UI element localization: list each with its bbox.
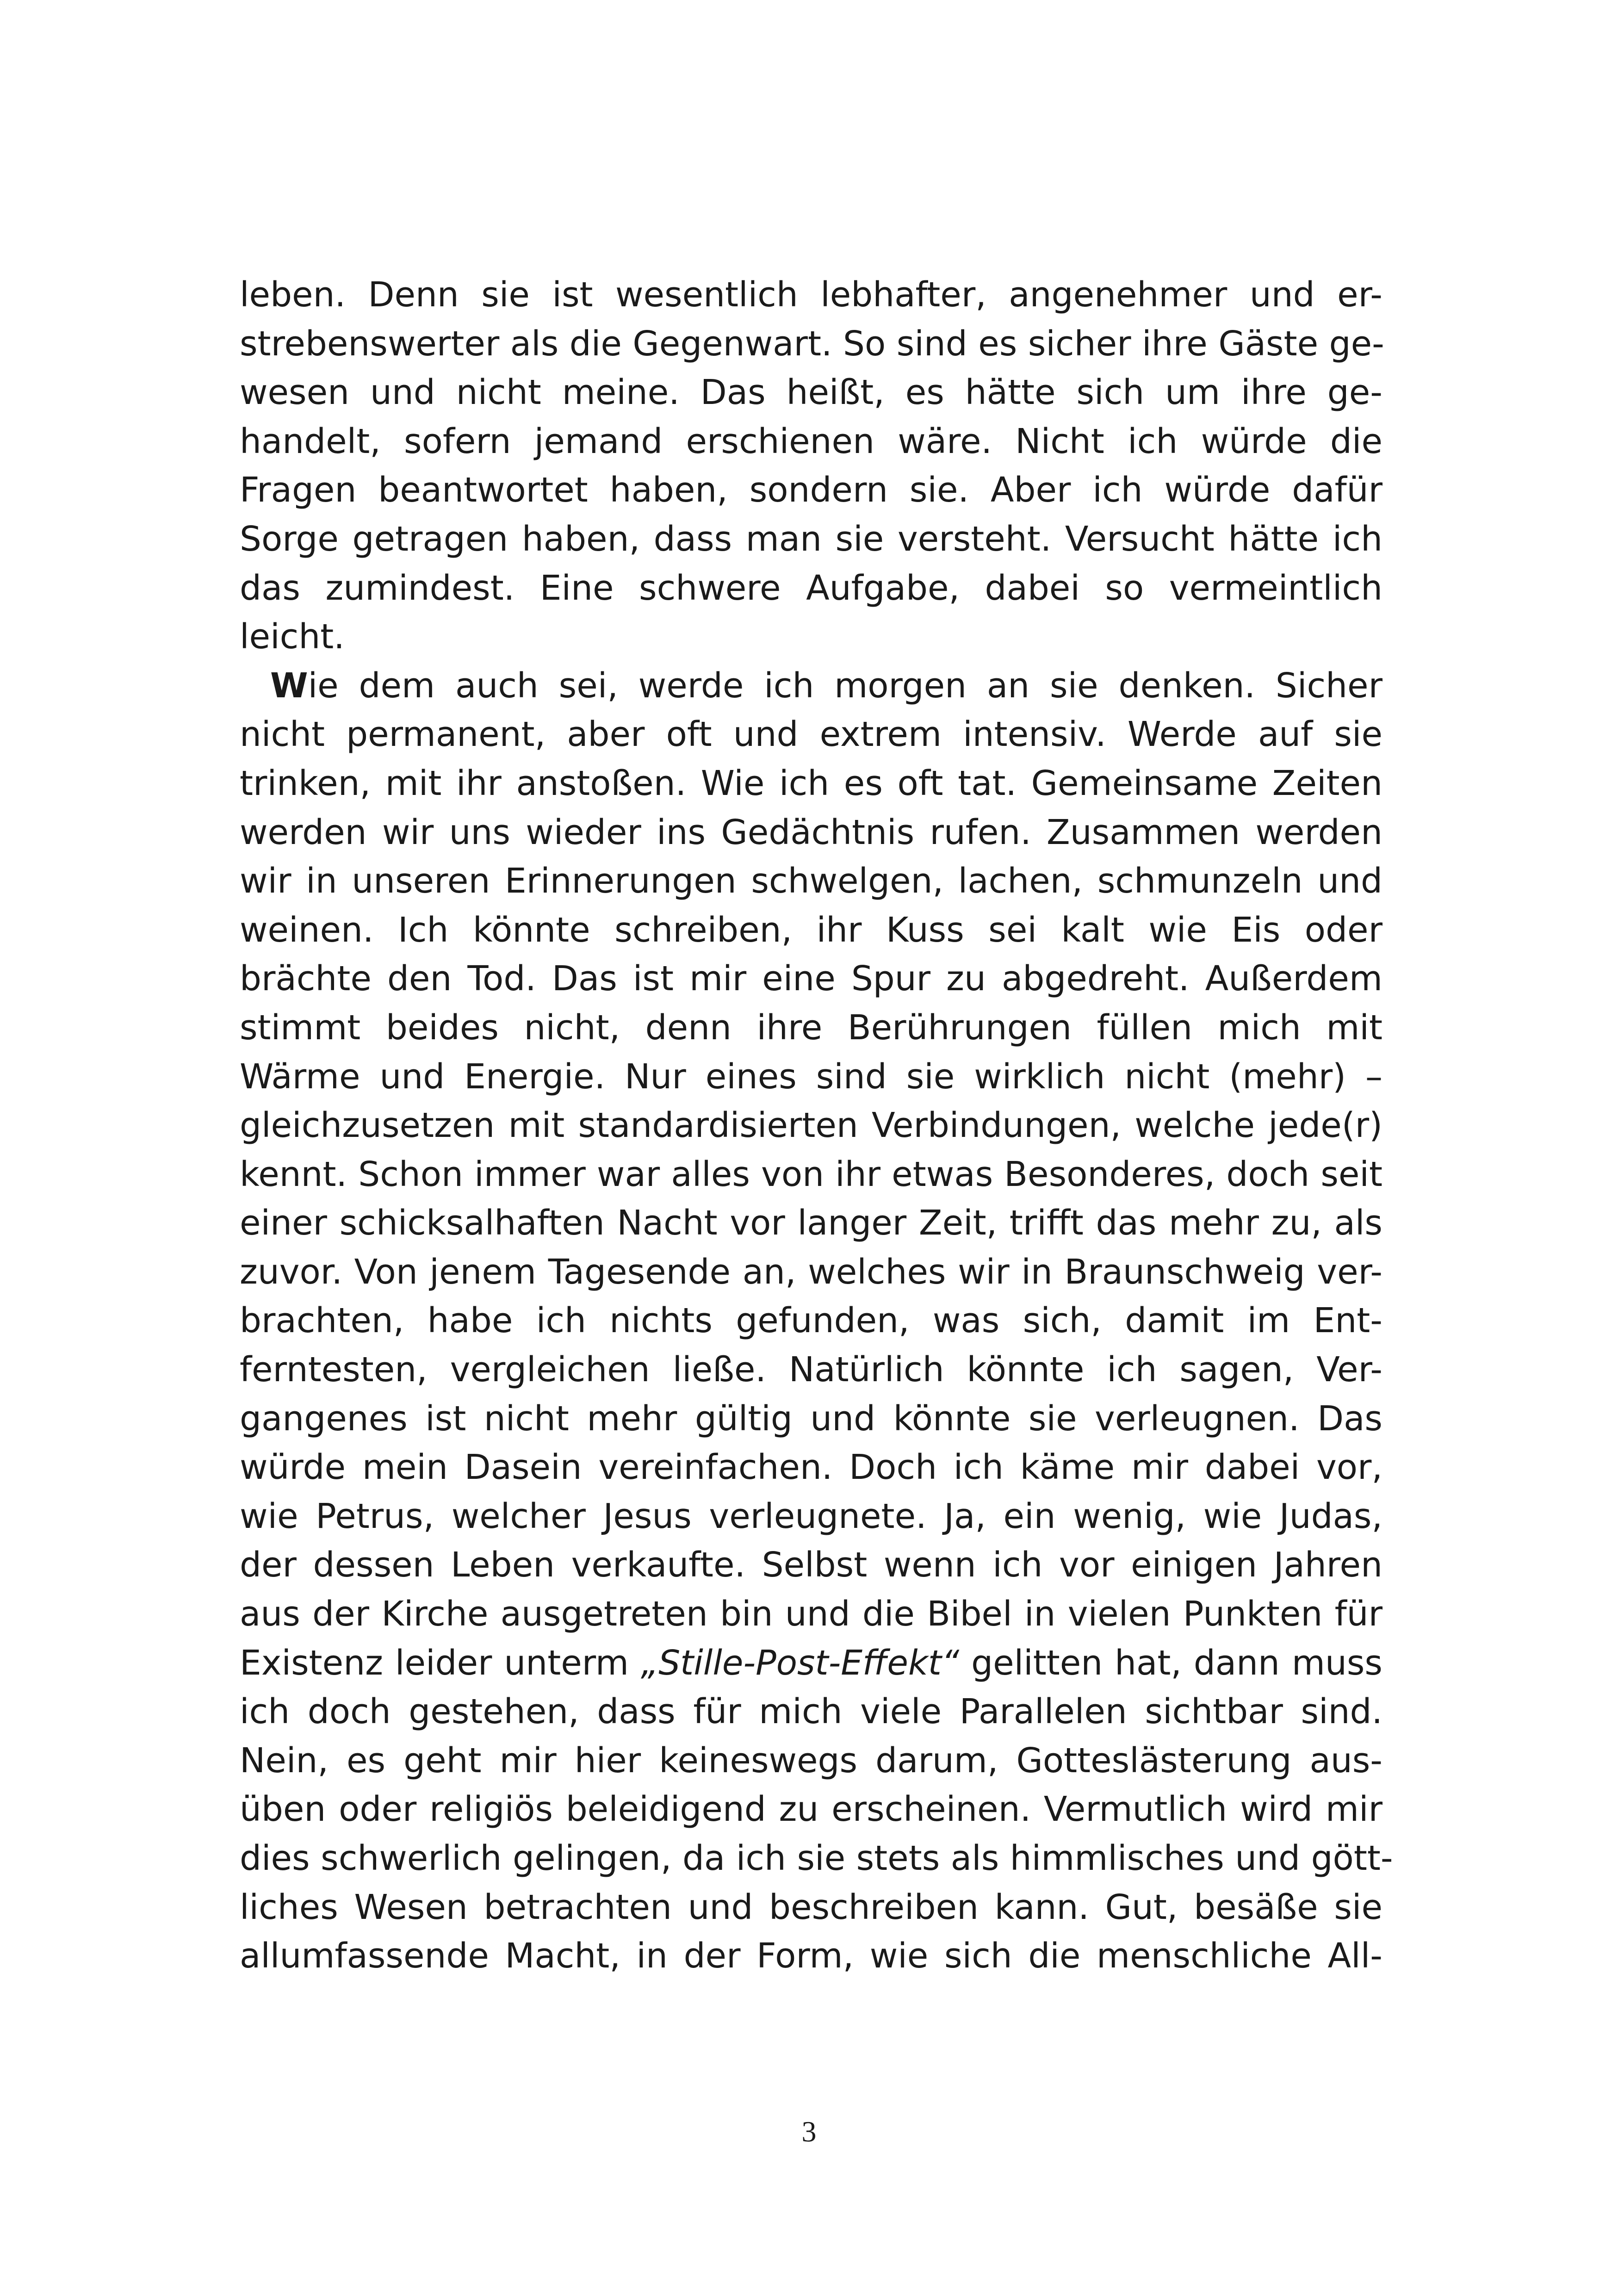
text-line: ich doch gestehen, dass für mich viele Parallelen sichtbar sind. bbox=[240, 1692, 1382, 1732]
paragraph-first-line bbox=[240, 662, 1382, 711]
page-number: 3 bbox=[801, 2115, 817, 2148]
text-line: Wärme und Energie. Nur eines sind sie wirklich nicht (mehr) – bbox=[240, 1056, 1382, 1097]
body-text bbox=[240, 271, 1393, 1981]
text-line: zuvor. Von jenem Tagesende an, welches wir in Braunschweig ver- bbox=[240, 1252, 1382, 1292]
text-line-rest: ie dem auch sei, werde ich morgen an sie denken. Sicher bbox=[308, 665, 1382, 706]
text-line: gleichzusetzen mit standardisierten Verbindungen, welche jede(r) bbox=[240, 1105, 1382, 1146]
text-line: aus der Kirche ausgetreten bin und die Bibel in vielen Punkten für bbox=[240, 1594, 1382, 1634]
text-line: Sorge getragen haben, dass man sie versteht. Versucht hätte ich bbox=[240, 519, 1382, 559]
italic-phrase: „Stille-Post-Effekt“ bbox=[640, 1643, 960, 1683]
text-line: wesen und nicht meine. Das heißt, es hätte sich um ihre ge- bbox=[240, 372, 1382, 413]
text-line: leicht. bbox=[240, 617, 345, 657]
text-line: werden wir uns wieder ins Gedächtnis rufen. Zusammen werden bbox=[240, 812, 1382, 852]
text-line: stimmt beides nicht, denn ihre Berührungen füllen mich mit bbox=[240, 1007, 1382, 1048]
text-line: weinen. Ich könnte schreiben, ihr Kuss sei kalt wie Eis oder bbox=[240, 910, 1382, 950]
text-line: wir in unseren Erinnerungen schwelgen, lachen, schmunzeln und bbox=[240, 861, 1382, 901]
text-line: ferntesten, vergleichen ließe. Natürlich könnte ich sagen, Ver- bbox=[240, 1350, 1382, 1390]
text-line: leben. Denn sie ist wesentlich lebhafter, angenehmer und er- bbox=[240, 275, 1382, 315]
text-line-with-italic bbox=[240, 1639, 1382, 1688]
text-line: würde mein Dasein vereinfachen. Doch ich käme mir dabei vor, bbox=[240, 1447, 1382, 1488]
text-line: kennt. Schon immer war alles von ihr etwas Besonderes, doch seit bbox=[240, 1154, 1382, 1194]
text-line: üben oder religiös beleidigend zu erscheinen. Vermutlich wird mir bbox=[240, 1789, 1382, 1830]
text-line: allumfassende Macht, in der Form, wie sich die menschliche All- bbox=[240, 1936, 1382, 1976]
text-line: der dessen Leben verkaufte. Selbst wenn ich vor einigen Jahren bbox=[240, 1545, 1382, 1585]
text-line: nicht permanent, aber oft und extrem intensiv. Werde auf sie bbox=[240, 714, 1382, 755]
text-line: das zumindest. Eine schwere Aufgabe, dabei so vermeintlich bbox=[240, 568, 1382, 608]
text-line: liches Wesen betrachten und beschreiben kann. Gut, besäße sie bbox=[240, 1887, 1382, 1927]
text-segment: Existenz leider unterm bbox=[240, 1643, 641, 1683]
text-line: Fragen beantwortet haben, sondern sie. Aber ich würde dafür bbox=[240, 470, 1382, 510]
text-line: strebenswerter als die Gegenwart. So sind es sicher ihre Gäste ge- bbox=[240, 323, 1384, 364]
text-line: Nein, es geht mir hier keineswegs darum, Gotteslästerung aus- bbox=[240, 1740, 1382, 1781]
text-line: brachten, habe ich nichts gefunden, was sich, damit im Ent- bbox=[240, 1301, 1382, 1341]
text-line: gangenes ist nicht mehr gültig und könnte sie verleugnen. Das bbox=[240, 1398, 1382, 1439]
text-line: handelt, sofern jemand erschienen wäre. Nicht ich würde die bbox=[240, 421, 1382, 461]
text-line: brächte den Tod. Das ist mir eine Spur zu abgedreht. Außerdem bbox=[240, 959, 1382, 999]
drop-capital: W bbox=[270, 665, 308, 706]
text-line: trinken, mit ihr anstoßen. Wie ich es oft tat. Gemeinsame Zeiten bbox=[240, 763, 1382, 803]
text-line: dies schwerlich gelingen, da ich sie stets als himmlisches und gött- bbox=[240, 1838, 1393, 1878]
text-line: einer schicksalhaften Nacht vor langer Zeit, trifft das mehr zu, als bbox=[240, 1203, 1382, 1243]
text-segment: gelitten hat, dann muss bbox=[959, 1643, 1382, 1683]
text-line: wie Petrus, welcher Jesus verleugnete. Ja, ein wenig, wie Judas, bbox=[240, 1496, 1382, 1536]
